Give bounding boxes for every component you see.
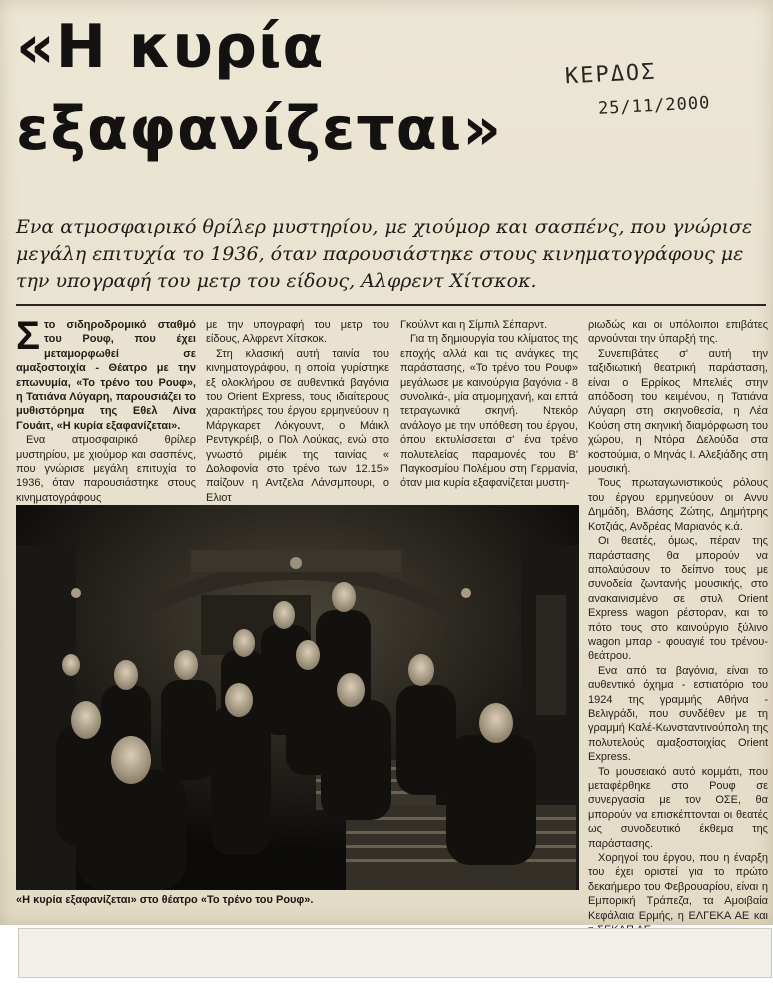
paragraph: Συνεπιβάτες σ' αυτή την ταξιδιωτική θεατρική παράσταση, είναι ο Ερρίκος Μπελιές στην απόδοση του κειμένου, η Τατιάνα Λύγαρη στη σκηνοθεσία, η Λέα Κούση στη σκηνική διαμόρφωση του χώρου, η Ντόρα Δελούδα στα κοστούμια, ο Μηνάς Ι. Αλεξιάδης στη μουσική.	[588, 347, 768, 476]
lead-paragraph	[16, 314, 196, 433]
train-carriage-photo-illustration	[16, 505, 579, 890]
paragraph: Χορηγοί του έργου, που η έναρξη του έχει οριστεί για το πρώτο δεκαήμερο του Φεβρουαρίου, είναι η Εμπορική Τράπεζα, τα Αμοιβαία Κεφάλαια Ερμής, η ΕΛΓΕΚΑ ΑΕ και	[588, 852, 768, 922]
paragraph: Οι θεατές, όμως, πέραν της παράστασης θα μπορούν να απολαύσουν το δείπνο τους με συνοδεία ζωντανής μουσικής, στο ανακαινισμένο σε στυλ Orient Express wagon ρέστοραν, και το πότο τους στο καινούργιο ξύλινο wagon μπαρ - φουαγιέ του τρένου-θεάτρου.	[588, 535, 768, 663]
paragraph: Για τη δημιουργία του κλίματος της εποχής αλλά και τις ανάγκες της παράστασης, «Το τρένο του Ρουφ» μεγάλωσε με καινούργια βαγόνια - 8 συνολικά-, μία ατμομηχανή, και επτά τετραγωνικά σκηνή. Ντεκόρ ανάλογο με την υπόθεση του έργου, όπου εκτυλίσσεται σ' ένα τρένο πολυτελείας παραμονές του Β' Παγκοσμίου Πολέμου στη Γερμανία, όταν μια κυρία εξαφανίζεται μυστη-	[400, 333, 578, 490]
article-column-1	[16, 314, 196, 505]
divider-rule	[16, 304, 766, 306]
drop-cap: Σ	[16, 314, 41, 358]
article-column-2	[206, 318, 389, 505]
headline	[16, 6, 502, 170]
paragraph: ριωδώς και οι υπόλοιποι επιβάτες αρνούνται την ύπαρξή της.	[588, 319, 768, 346]
paragraph: Γκούλντ και η Σίμπιλ Σέπαρντ.	[400, 319, 548, 331]
cast-photo	[16, 505, 579, 890]
subheadline: Ενα ατμοσφαιρικό θρίλερ μυστηρίου, με χιούμορ και σασπένς, που γνώρισε μεγάλη επιτυχία το 1936, όταν παρουσιάστηκε στους κινηματογράφους με την υπογραφή του μετρ του είδους, Αλφρεντ Χίτσκοκ.	[16, 216, 753, 292]
paragraph: Το μουσειακό αυτό κομμάτι, που μεταφέρθηκε στο Ρουφ σε συνεργασία με τον ΟΣΕ, θα μπορούν να επισκέπτονται οι θεατές ως συνοδευτικό έκθεμα της παράστασης.	[588, 765, 768, 850]
lead-text: το σιδηροδρομικό σταθμό του Ρουφ, που έχει μεταμορφωθεί σε αμαξοστοιχία - Θέατρο με την επωνυμία, «Το τρένο του Ρουφ», η Τατιάνα Λύγαρη, παρουσιάζει το μυθιστόρημα της Εθελ Λίνα Γουάιτ, «Η κυρία εξαφανίζεται».	[16, 319, 196, 432]
article-column-4	[588, 318, 768, 937]
paragraph: Ενα από τα βαγόνια, είναι το αυθεντικό όχημα - εστιατόριο του 1924 της γραμμής Αθήνα - Βελιγράδι, που συνδέθεν με τη γραμμή Καλέ-Κωνσταντινούπολη της πολυτελούς αμαξοστοιχίας Orient Express.	[588, 664, 768, 764]
headline-line-2: εξαφανίζεται»	[16, 94, 502, 164]
photo-caption: «Η κυρία εξαφανίζεται» στο θέατρο «Το τρένο του Ρουφ».	[16, 894, 314, 906]
paragraph: με την υπογραφή του μετρ του είδους, Αλφρεντ Χίτσκοκ.	[206, 319, 389, 346]
paragraph: Στη κλασική αυτή ταινία του κινηματογράφου, η οποία γυρίστηκε εξ ολοκλήρου σε αυθεντικά βαγόνια του Orient Express, τους ιδιαίτερους χαρακτήρες του έργου ερμηνεύουν η Μάργκαρετ Λόκγουντ, ο Μάικλ Ρεντγκρέιβ, ο Πολ Λούκας, ενώ στο γνωστό ριμέικ της ταινίας « Δολοφονία στο τρένο των 12.15» παίζουν η Αντζελα Λάνσμπουρι, ο Ελιοτ	[206, 347, 389, 504]
article-column-3	[400, 318, 578, 491]
paragraph: Τους πρωταγωνιστικούς ρόλους του έργου ερμηνεύουν οι Αννυ Δημάδη, Βλάσης Ζώτης, Δημήτρης Κοτζιάς, Ανδρέας Μαριανός κ.ά.	[588, 477, 768, 533]
handwritten-source: ΚΕΡΔΟΣ	[564, 59, 658, 90]
paragraph: Ενα ατμοσφαιρικό θρίλερ μυστηρίου, με χιούμορ και σασπένς, που γνώρισε μεγάλη επιτυχία το 1936, όταν παρουσιάστηκε στους κινηματογράφους	[16, 434, 196, 504]
handwritten-date: 25/11/2000	[597, 93, 711, 119]
paper-strip	[18, 928, 772, 978]
headline-line-1: «Η κυρία	[16, 12, 325, 82]
